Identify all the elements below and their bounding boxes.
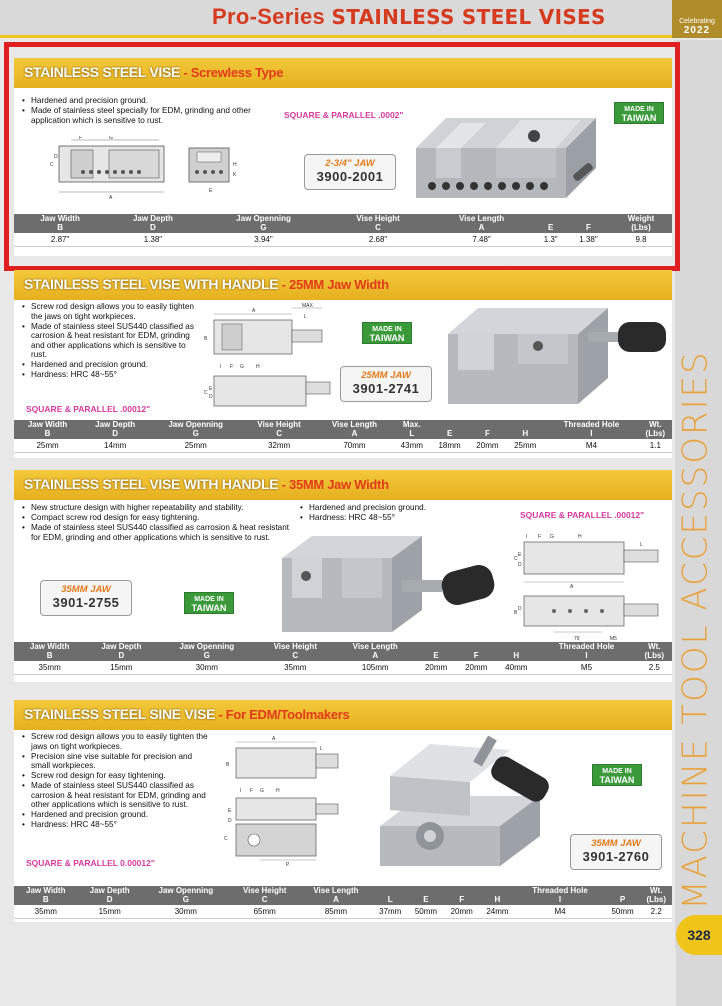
- dim-f: F: [538, 534, 542, 540]
- dim-a: A: [109, 195, 113, 201]
- col-label: Jaw Openning: [236, 214, 291, 223]
- col-label: Threaded Hole: [558, 642, 615, 651]
- made-in-label: MADE IN: [624, 106, 654, 113]
- section-header: [14, 58, 672, 88]
- table-row: [14, 905, 672, 919]
- table-header-vise-length: [429, 214, 535, 233]
- technical-drawing: [510, 530, 666, 646]
- dim-b: B: [204, 336, 208, 342]
- col-code: A: [478, 222, 485, 232]
- celebrating-label: Celebrating: [679, 18, 715, 25]
- table-cell: 15mm: [85, 661, 157, 675]
- spec-table: [14, 420, 672, 453]
- col-code: F: [459, 894, 465, 904]
- dim-m5: M5: [610, 636, 617, 642]
- feature-list: [22, 732, 212, 830]
- col-label: Jaw Openning: [168, 420, 224, 429]
- list-item: • Hardened and precision ground.: [22, 96, 262, 106]
- col-label: Vise Length: [313, 886, 359, 895]
- col-code: A: [333, 894, 339, 904]
- vise-product-image: [272, 528, 504, 640]
- table-cell: 40mm: [496, 661, 536, 675]
- table-cell: 1.3": [534, 233, 567, 247]
- table-header-f: [444, 886, 480, 905]
- section-subtitle: - 35MM Jaw Width: [278, 477, 389, 492]
- vise-product-image: [406, 88, 606, 208]
- table-header-vise-length: [300, 886, 373, 905]
- table-cell: 18mm: [431, 439, 469, 453]
- col-label: Wt.: [649, 420, 662, 429]
- celebrating-badge: [672, 0, 722, 38]
- jaw-size: 35MM JAW: [591, 838, 641, 849]
- dim-p: P: [286, 862, 290, 868]
- feature-list-right: [300, 503, 490, 523]
- list-item: • Made of stainless steel SUS440 classified as carrosion & heat resistant for EDM, grinding and other applications which is sensitive to rust.: [22, 523, 292, 542]
- section-title: STAINLESS STEEL SINE VISE: [24, 706, 216, 722]
- country-label: TAIWAN: [191, 603, 227, 613]
- table-cell: 35mm: [14, 661, 85, 675]
- dim-e: E: [518, 552, 522, 558]
- col-code: B: [42, 894, 49, 904]
- table-cell: 2.68": [327, 233, 428, 247]
- table-cell: 70mm: [316, 439, 393, 453]
- part-number: 3900-2001: [316, 169, 384, 184]
- col-code: E: [446, 428, 453, 438]
- spec-table: [14, 886, 672, 919]
- col-code: B: [46, 650, 53, 660]
- title-stainless-steel-vises: STAINLESS STEEL VISES: [331, 5, 606, 29]
- col-code: L: [387, 894, 393, 904]
- section-sine-vise: [14, 700, 672, 922]
- dim-g: G: [109, 136, 113, 141]
- col-code: (Lbs): [645, 428, 666, 438]
- col-code: C: [375, 222, 381, 232]
- table-cell: 14mm: [81, 439, 149, 453]
- dim-d: D: [54, 154, 58, 160]
- col-label: Vise Height: [273, 642, 317, 651]
- dim-g: G: [550, 534, 554, 540]
- spec-label: SQUARE & PARALLEL .00012": [520, 510, 645, 520]
- table-cell: 1.38": [567, 233, 610, 247]
- table-cell: 35mm: [256, 661, 334, 675]
- made-in-label: MADE IN: [194, 596, 224, 603]
- section-subtitle: - 25MM Jaw Width: [278, 277, 389, 292]
- table-header-weight: [610, 214, 672, 233]
- table-header-e: [408, 886, 444, 905]
- col-code: E: [433, 650, 439, 660]
- section-title: STAINLESS STEEL VISE WITH HANDLE: [24, 276, 279, 292]
- dim-d: D: [518, 562, 522, 568]
- col-code: B: [44, 428, 51, 438]
- feature-list-left: [22, 503, 292, 543]
- table-header-vise-height: [230, 886, 300, 905]
- table-cell: 24mm: [480, 905, 516, 919]
- dim-b: B: [514, 610, 518, 616]
- table-header-jaw-width: [14, 642, 85, 661]
- col-code: E: [423, 894, 429, 904]
- side-label: [672, 350, 720, 910]
- side-label-text: MACHINE TOOL ACCESSORIES: [676, 350, 716, 910]
- table-row: [14, 661, 672, 675]
- made-in-taiwan-badge: [362, 322, 412, 344]
- table-cell: 2.5: [637, 661, 672, 675]
- col-label: Jaw Depth: [95, 420, 136, 429]
- table-header-threaded-hole: [544, 420, 639, 439]
- part-number-box: [570, 834, 662, 870]
- dim-a: A: [252, 308, 256, 314]
- made-in-taiwan-badge: [184, 592, 234, 614]
- section-subtitle: - Screwless Type: [180, 65, 284, 80]
- table-header-vise-height: [242, 420, 316, 439]
- col-label: Jaw Width: [29, 642, 70, 651]
- table-header-jaw-width: [14, 420, 81, 439]
- country-label: TAIWAN: [621, 113, 657, 123]
- table-header-p: [605, 886, 641, 905]
- col-code: D: [118, 650, 125, 660]
- table-cell: 2.2: [640, 905, 672, 919]
- dim-h: H: [578, 534, 582, 540]
- spec-label: SQUARE & PARALLEL .00012": [26, 404, 151, 414]
- list-item: • New structure design with higher repeatability and stability.: [22, 503, 292, 513]
- technical-drawing: [49, 136, 239, 204]
- made-in-taiwan-badge: [614, 102, 664, 124]
- table-header-vise-length: [316, 420, 393, 439]
- col-label: Weight: [627, 214, 655, 223]
- col-code: E: [548, 222, 554, 232]
- table-cell: 7.48": [429, 233, 535, 247]
- table-cell: 20mm: [444, 905, 480, 919]
- col-code: C: [292, 650, 299, 660]
- table-header-max: [393, 420, 431, 439]
- dim-d-top: D: [518, 606, 522, 612]
- col-code: H: [513, 650, 520, 660]
- country-label: TAIWAN: [599, 775, 635, 785]
- dim-k: K: [233, 172, 237, 178]
- part-number: 3901-2755: [52, 595, 120, 610]
- table-header-jaw-width: [14, 214, 106, 233]
- table-cell: 2.87": [14, 233, 106, 247]
- table-cell: 1.38": [106, 233, 199, 247]
- col-label: Jaw Openning: [158, 886, 214, 895]
- section-screwless-vise: [14, 58, 672, 256]
- table-header-f: [567, 214, 610, 233]
- table-cell: M5: [536, 661, 636, 675]
- col-label: Jaw Openning: [179, 642, 235, 651]
- list-item: • Precision sine vise suitable for precision and small workpieces.: [22, 752, 212, 771]
- table-header-e: [431, 420, 469, 439]
- made-in-label: MADE IN: [602, 768, 632, 775]
- table-header-vise-height: [327, 214, 428, 233]
- spec-table: [14, 214, 672, 247]
- col-code: H: [494, 894, 501, 904]
- col-label: Vise Height: [242, 886, 287, 895]
- made-in-taiwan-badge: [592, 764, 642, 786]
- celebrating-year: 2022: [683, 25, 711, 36]
- col-label: Jaw Width: [26, 886, 66, 895]
- col-code: D: [106, 894, 113, 904]
- table-cell: 37mm: [372, 905, 408, 919]
- table-header-h: [480, 886, 516, 905]
- col-code: D: [112, 428, 119, 438]
- table-header-jaw-opening: [149, 420, 242, 439]
- table-header-jaw-opening: [142, 886, 230, 905]
- made-in-label: MADE IN: [372, 326, 402, 333]
- section-vise-with-handle-35mm: [14, 470, 672, 682]
- table-cell: 32mm: [242, 439, 316, 453]
- list-item: • Hardened and precision ground.: [22, 360, 198, 370]
- list-item: • Made of stainless steel SUS440 classified as carrosion & heat resistant for EDM, grinding and other applications which is sensitive to rust.: [22, 322, 198, 360]
- jaw-size: 25MM JAW: [361, 370, 411, 381]
- col-label: Wt.: [648, 642, 661, 651]
- table-cell: 50mm: [408, 905, 444, 919]
- table-header-weight: [640, 886, 672, 905]
- col-label: Jaw Depth: [89, 886, 130, 895]
- table-header-jaw-depth: [85, 642, 157, 661]
- col-label: Jaw Depth: [101, 642, 142, 651]
- list-item: • Made of stainless steel specially for EDM, grinding and other application which is sensitive to rust.: [22, 106, 262, 125]
- section-header: [14, 470, 672, 500]
- dim-c: C: [224, 836, 228, 842]
- table-cell: 25mm: [14, 439, 81, 453]
- list-item: • Compact screw rod design for easy tightening.: [22, 513, 292, 523]
- jaw-size: 2-3/4" JAW: [325, 158, 375, 169]
- table-cell: 35mm: [14, 905, 78, 919]
- table-cell: 3.94": [200, 233, 328, 247]
- list-item: • Screw rod design allows you to easily tighten the jaws on tight workpieces.: [22, 302, 198, 321]
- col-code: (Lbs): [644, 650, 665, 660]
- table-header-vise-height: [256, 642, 334, 661]
- col-code: F: [484, 428, 490, 438]
- table-header-jaw-width: [14, 886, 78, 905]
- title-pro-series: Pro-Series: [212, 4, 326, 29]
- technical-drawing: [200, 302, 340, 414]
- table-cell: 85mm: [300, 905, 373, 919]
- vise-product-image: [360, 726, 570, 876]
- list-item: • Screw rod design for easy tightening.: [22, 771, 212, 781]
- list-item: • Hardness: HRC 48~55°: [22, 820, 212, 830]
- page-title: [212, 4, 606, 30]
- feature-list: [22, 302, 198, 380]
- col-code: F: [586, 222, 591, 232]
- list-item: • Hardened and precision ground.: [300, 503, 490, 513]
- table-cell: 15mm: [78, 905, 142, 919]
- col-code: G: [192, 428, 199, 438]
- part-number-box: [304, 154, 396, 190]
- dim-c: C: [514, 556, 518, 562]
- table-cell: 43mm: [393, 439, 431, 453]
- table-cell: 25mm: [149, 439, 242, 453]
- dim-l: L: [304, 314, 307, 320]
- spec-table: [14, 642, 672, 675]
- table-cell: 65mm: [230, 905, 300, 919]
- col-code: G: [260, 222, 267, 232]
- table-cell: 1.1: [639, 439, 672, 453]
- part-number-box: [40, 580, 132, 616]
- table-header-vise-length: [334, 642, 416, 661]
- dim-a: A: [272, 736, 276, 742]
- dim-d: D: [228, 818, 232, 824]
- col-label: Vise Height: [356, 214, 400, 223]
- col-label: Vise Length: [458, 214, 505, 223]
- table-header-jaw-depth: [106, 214, 199, 233]
- dim-b: B: [226, 762, 230, 768]
- dim-g: G: [240, 364, 244, 370]
- table-header-e: [416, 642, 456, 661]
- list-item: • Made of stainless steel SUS440 classified as carrosion & heat resistant for EDM, grinding and other applications which is sensitive to rust.: [22, 781, 212, 810]
- col-label: Wt.: [650, 886, 663, 895]
- dim-79: 79: [574, 636, 580, 642]
- table-header-h: [496, 642, 536, 661]
- col-code: H: [522, 428, 529, 438]
- col-label: Jaw Depth: [132, 214, 173, 223]
- dim-e: E: [209, 188, 213, 194]
- dim-i: I: [240, 788, 242, 794]
- jaw-size: 35MM JAW: [61, 584, 111, 595]
- table-cell: 30mm: [142, 905, 230, 919]
- dim-f: F: [230, 364, 234, 370]
- table-cell: M4: [544, 439, 639, 453]
- col-code: B: [57, 222, 63, 232]
- dim-h: H: [256, 364, 260, 370]
- table-header-jaw-opening: [157, 642, 256, 661]
- dim-max: MAX: [302, 303, 313, 309]
- col-code: (Lbs): [646, 894, 666, 904]
- dim-l: L: [640, 542, 643, 548]
- part-number: 3901-2760: [582, 849, 650, 864]
- table-header-h: [506, 420, 544, 439]
- table-row: [14, 233, 672, 247]
- table-cell: 50mm: [605, 905, 641, 919]
- col-label: Vise Height: [257, 420, 301, 429]
- table-header-threaded-hole: [515, 886, 604, 905]
- table-cell: 25mm: [506, 439, 544, 453]
- col-code: I: [590, 428, 593, 438]
- table-cell: 20mm: [416, 661, 456, 675]
- table-header-threaded-hole: [536, 642, 636, 661]
- col-label: Threaded Hole: [532, 886, 588, 895]
- table-cell: 105mm: [334, 661, 416, 675]
- table-header-weight: [637, 642, 672, 661]
- list-item: • Hardness: HRC 48~55°: [300, 513, 490, 523]
- dim-g: G: [260, 788, 264, 794]
- table-cell: 20mm: [469, 439, 507, 453]
- table-cell: M4: [515, 905, 604, 919]
- table-header-f: [456, 642, 496, 661]
- dim-d: D: [209, 394, 213, 400]
- section-vise-with-handle-25mm: [14, 270, 672, 458]
- dim-h: H: [276, 788, 280, 794]
- col-label: Threaded Hole: [563, 420, 620, 429]
- dim-h: H: [233, 162, 237, 168]
- dim-f: F: [79, 136, 83, 141]
- table-header-l: [372, 886, 408, 905]
- feature-list: [22, 96, 262, 126]
- col-code: P: [619, 894, 626, 904]
- section-title: STAINLESS STEEL VISE: [24, 64, 181, 80]
- dim-a: A: [570, 584, 574, 590]
- col-code: D: [150, 222, 156, 232]
- col-code: A: [351, 428, 358, 438]
- dim-l: L: [320, 746, 323, 752]
- table-header-e: [534, 214, 567, 233]
- dim-e: E: [228, 808, 232, 814]
- col-label: Jaw Width: [27, 420, 68, 429]
- col-label: Vise Length: [331, 420, 378, 429]
- col-code: C: [276, 428, 282, 438]
- col-code: G: [182, 894, 189, 904]
- page-number: 328: [676, 915, 722, 955]
- country-label: TAIWAN: [369, 333, 405, 343]
- col-code: I: [585, 650, 588, 660]
- col-code: C: [261, 894, 268, 904]
- col-code: G: [203, 650, 210, 660]
- dim-e: E: [209, 386, 213, 392]
- dim-i: I: [526, 534, 528, 540]
- vise-product-image: [438, 294, 668, 412]
- col-code: A: [372, 650, 379, 660]
- technical-drawing: [220, 732, 346, 868]
- table-cell: 20mm: [456, 661, 496, 675]
- spec-label: SQUARE & PARALLEL 0.00012": [26, 858, 155, 868]
- table-header-jaw-depth: [81, 420, 149, 439]
- part-number: 3901-2741: [352, 381, 420, 396]
- col-label: Jaw Width: [40, 214, 80, 223]
- list-item: • Hardness: HRC 48~55°: [22, 370, 198, 380]
- col-code: (Lbs): [631, 222, 651, 232]
- table-header-jaw-opening: [200, 214, 328, 233]
- list-item: • Screw rod design allows you to easily tighten the jaws on tight workpieces.: [22, 732, 212, 751]
- section-subtitle: - For EDM/Toolmakers: [215, 707, 350, 722]
- table-row: [14, 439, 672, 453]
- list-item: • Hardened and precision ground.: [22, 810, 212, 820]
- col-label: Max.: [402, 420, 421, 429]
- page-header: [0, 0, 722, 38]
- dim-c: C: [204, 390, 208, 396]
- spec-label: SQUARE & PARALLEL .0002": [284, 110, 404, 120]
- table-header-weight: [639, 420, 672, 439]
- table-header-f: [469, 420, 507, 439]
- part-number-box: [340, 366, 432, 402]
- dim-f: F: [250, 788, 254, 794]
- col-code: L: [409, 428, 415, 438]
- table-cell: 9.8: [610, 233, 672, 247]
- section-header: [14, 700, 672, 730]
- table-cell: 30mm: [157, 661, 256, 675]
- page-footer: [0, 948, 676, 1006]
- dim-c: C: [50, 162, 54, 168]
- col-code: F: [473, 650, 479, 660]
- dim-i: I: [220, 364, 222, 370]
- table-header-jaw-depth: [78, 886, 142, 905]
- col-label: Vise Length: [352, 642, 398, 651]
- col-code: I: [558, 894, 562, 904]
- section-title: STAINLESS STEEL VISE WITH HANDLE: [24, 476, 279, 492]
